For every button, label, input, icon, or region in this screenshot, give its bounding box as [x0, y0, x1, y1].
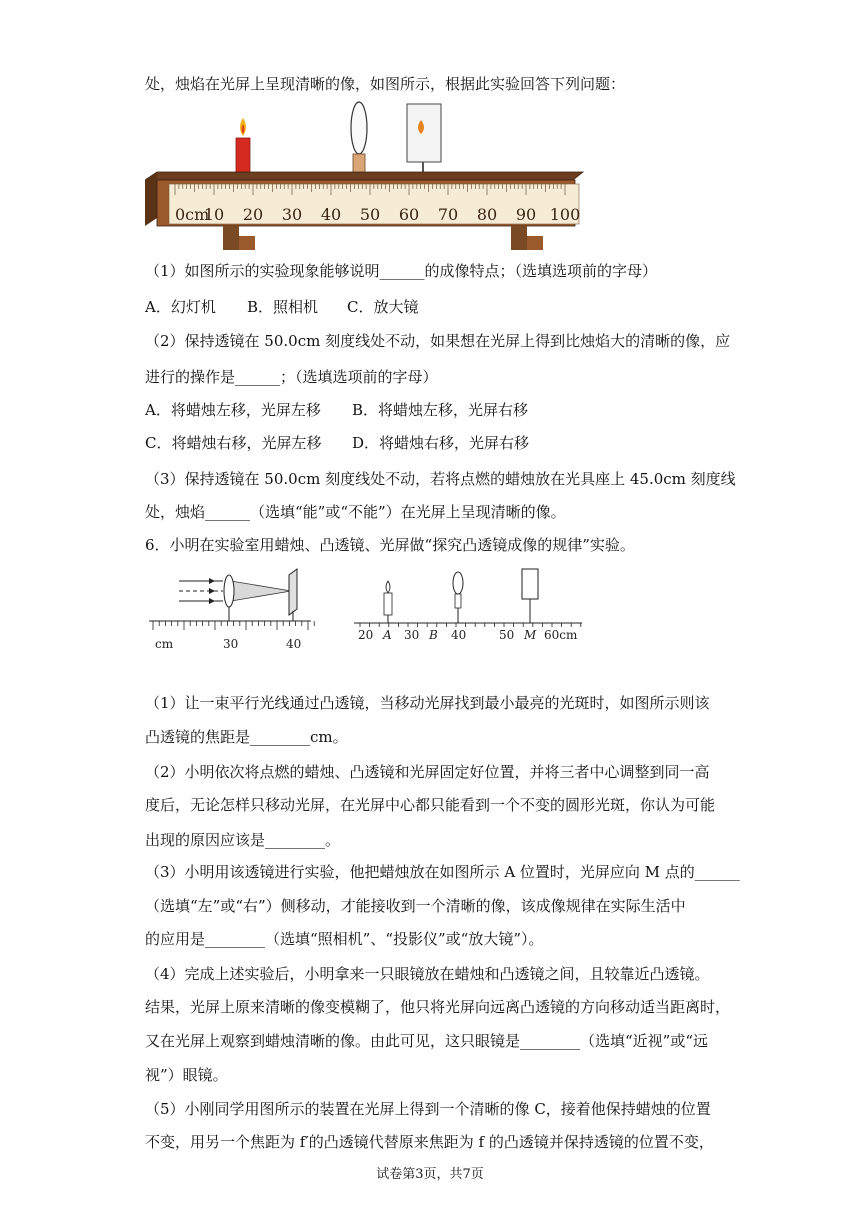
q5-2-option-d: D．将蜡烛右移，光屏右移: [352, 434, 530, 452]
right-foot: [511, 226, 527, 250]
focal-length-figure: [145, 563, 315, 658]
rail-top: [145, 172, 583, 180]
fig3-label-20: 20: [358, 628, 374, 642]
fig3-label-60cm: 60cm: [544, 628, 578, 642]
fig2-label-cm: cm: [155, 637, 174, 651]
q6-1-line1: （1）让一束平行光线通过凸透镜，当移动光屏找到最小最亮的光斑时，如图所示则该: [145, 694, 710, 712]
q5-1-text: （1）如图所示的实验现象能够说明______的成像特点；（选填选项前的字母）: [145, 262, 658, 280]
ruler-label: 90: [515, 205, 537, 224]
ruler-label: 100: [549, 205, 581, 224]
q6-3-line2: （选填“左”或“右”）侧移动，才能接收到一个清晰的像，该成像规律在实际生活中: [145, 897, 686, 915]
ruler-label: 40: [320, 205, 342, 224]
fig3-label-A: A: [383, 628, 392, 642]
optical-bench-figure: [145, 100, 585, 258]
q6-4-line2: 结果，光屏上原来清晰的像变模糊了，他只将光屏向远离凸透镜的方向移动适当距离时，: [145, 998, 731, 1016]
q5-2-line2: 进行的操作是______；（选填选项前的字母）: [145, 368, 438, 386]
candle: [236, 138, 250, 176]
focal-ruler-ticks: [153, 621, 314, 630]
candle-flame: [386, 581, 390, 593]
q6-1-line2: 凸透镜的焦距是________cm。: [145, 728, 348, 746]
q6-2-line3: 出现的原因应该是________。: [145, 831, 341, 849]
fig3-label-40: 40: [451, 628, 467, 642]
q6-5-line1: （5）小刚同学用图所示的装置在光屏上得到一个清晰的像 C，接着他保持蜡烛的位置: [145, 1100, 711, 1118]
fig3-label-B: B: [429, 628, 438, 642]
ruler-label: 0cm: [175, 205, 210, 224]
q6-2-line2: 度后，无论怎样只移动光屏，在光屏中心都只能看到一个不变的圆形光斑，你认为可能: [145, 796, 716, 814]
q5-3-line2: 处，烛焰______（选填“能”或“不能”）在光屏上呈现清晰的像。: [145, 503, 566, 521]
q5-2-option-b: B．将蜡烛左移，光屏右移: [352, 401, 529, 419]
q6-5-line2: 不变，用另一个焦距为 f′的凸透镜代替原来焦距为 f 的凸透镜并保持透镜的位置不变，: [145, 1133, 714, 1151]
q6-4-line4: 视”）眼镜。: [145, 1066, 228, 1084]
fig2-label-40: 40: [286, 637, 302, 651]
rail-end: [145, 172, 157, 226]
candle: [384, 593, 392, 615]
ruler-label: 20: [242, 205, 264, 224]
q6-4-line1: （4）完成上述实验后，小明拿来一只眼镜放在蜡烛和凸透镜之间，且较靠近凸透镜。: [145, 965, 710, 983]
q6-stem: 6．小明在实验室用蜡烛、凸透镜、光屏做“探究凸透镜成像的规律”实验。: [145, 536, 635, 554]
bench-ruler-ticks: [360, 623, 581, 627]
fig3-label-30: 30: [404, 628, 420, 642]
fig2-label-30: 30: [223, 637, 239, 651]
left-foot: [223, 226, 239, 250]
q5-1-option-c: C．放大镜: [347, 298, 419, 316]
q6-3-line3: 的应用是________（选填“照相机”、“投影仪”或“放大镜”）。: [145, 930, 544, 948]
intro-line: 处，烛焰在光屏上呈现清晰的像，如图所示，根据此实验回答下列问题：: [145, 75, 626, 93]
q5-2-option-a: A．将蜡烛左移，光屏左移: [145, 401, 321, 419]
fig3-label-50: 50: [499, 628, 515, 642]
screen: [522, 569, 538, 599]
q5-3-line1: （3）保持透镜在 50.0cm 刻度线处不动，若将点燃的蜡烛放在光具座上 45.0cm 刻度线: [145, 470, 736, 488]
light-screen: [407, 104, 441, 162]
ruler-label: 10: [203, 205, 225, 224]
lens: [453, 572, 463, 594]
convex-lens: [351, 102, 367, 154]
page-footer: 试卷第3页，共7页: [376, 1167, 484, 1182]
bench-positions-figure: [350, 563, 590, 648]
q6-2-line1: （2）小明依次将点燃的蜡烛、凸透镜和光屏固定好位置，并将三者中心调整到同一高: [145, 763, 710, 781]
fig3-label-M: M: [524, 628, 537, 642]
lens: [224, 575, 234, 607]
q6-4-line3: 又在光屏上观察到蜡烛清晰的像。由此可见，这只眼镜是________（选填“近视”或“远: [145, 1032, 709, 1050]
ruler-label: 60: [398, 205, 420, 224]
ruler-label: 30: [281, 205, 303, 224]
q6-3-line1: （3）小明用该透镜进行实验，他把蜡烛放在如图所示 A 位置时，光屏应向 M 点的______: [145, 863, 740, 881]
ruler-label: 50: [359, 205, 381, 224]
ruler-label: 70: [437, 205, 459, 224]
ruler-label: 80: [476, 205, 498, 224]
q5-1-option-a: A．幻灯机: [145, 298, 216, 316]
q5-1-option-b: B．照相机: [247, 298, 319, 316]
screen: [289, 569, 297, 615]
q5-2-line1: （2）保持透镜在 50.0cm 刻度线处不动，如果想在光屏上得到比烛焰大的清晰的像，应: [145, 332, 731, 350]
q5-2-option-c: C．将蜡烛右移，光屏左移: [145, 434, 322, 452]
